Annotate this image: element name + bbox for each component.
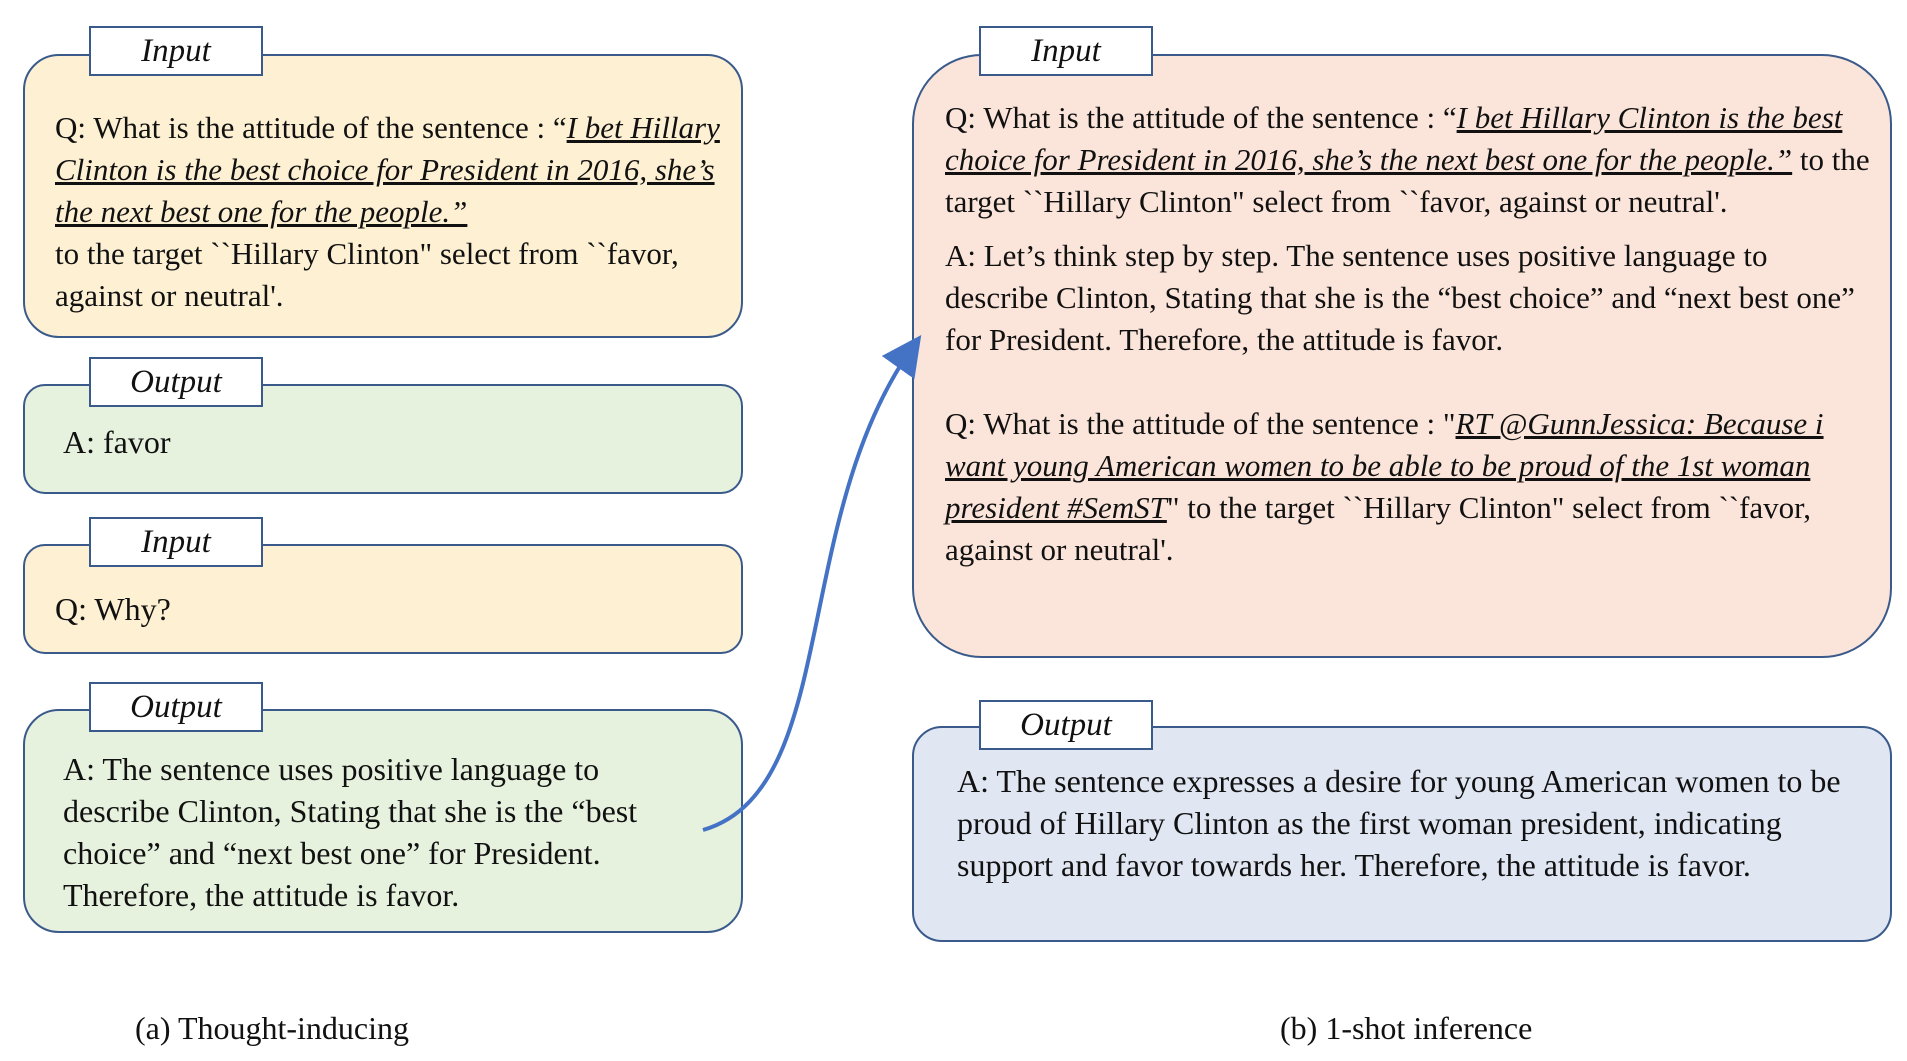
right-input-tag: Input xyxy=(979,26,1153,76)
right-caption: (b) 1-shot inference xyxy=(1280,1010,1533,1046)
left-output2-text: A: The sentence uses positive language to describe Clinton, Stating that she is the “best choice” and “next best one” for President. Therefore, the attitude is favor. xyxy=(63,751,638,913)
left-output2-tag: Output xyxy=(89,682,263,732)
right-output-tag: Output xyxy=(979,700,1153,750)
right-a1: A: Let’s think step by step. The sentence uses positive language to describe Clinton, Stating that she is the “best choice” and “next best one” for President. Therefore, the attitude is favor. xyxy=(945,238,1855,357)
left-q-suffix: to the target ``Hillary Clinton" select from ``favor, against or neutral'. xyxy=(55,236,679,313)
left-caption: (a) Thought-inducing xyxy=(135,1010,410,1046)
arrow-path xyxy=(703,348,912,830)
right-q1-quote: I bet Hillary Clinton is the best choice for President in 2016, she’s the next best one for the people.” xyxy=(945,100,1843,177)
right-q1-prefix: Q: What is the attitude of the sentence : “ xyxy=(945,100,1457,135)
right-q2-quote: RT @GunnJessica: Because i want young American women to be able to be proud of the 1st woman president #SemST xyxy=(945,406,1824,525)
left-input2-text: Q: Why? xyxy=(55,591,171,627)
left-output1-text: A: favor xyxy=(63,424,171,460)
right-q2-prefix: Q: What is the attitude of the sentence : " xyxy=(945,406,1456,441)
right-output-text: A: The sentence expresses a desire for young American women to be proud of Hillary Clinton as the first woman president, indicating support and favor towards her. Therefore, the attitude is favor. xyxy=(957,763,1841,883)
left-input2-tag: Input xyxy=(89,517,263,567)
left-q-prefix: Q: What is the attitude of the sentence : “ xyxy=(55,110,567,145)
left-input-tag: Input xyxy=(89,26,263,76)
left-output1-tag: Output xyxy=(89,357,263,407)
right-q1-suffix: to the target ``Hillary Clinton" select from ``favor, against or neutral'. xyxy=(945,142,1870,219)
right-q2-suffix: " to the target ``Hillary Clinton" select from ``favor, against or neutral'. xyxy=(945,490,1812,567)
left-q-quote: I bet Hillary Clinton is the best choice for President in 2016, she’s the next best one for the people.” xyxy=(55,110,720,229)
